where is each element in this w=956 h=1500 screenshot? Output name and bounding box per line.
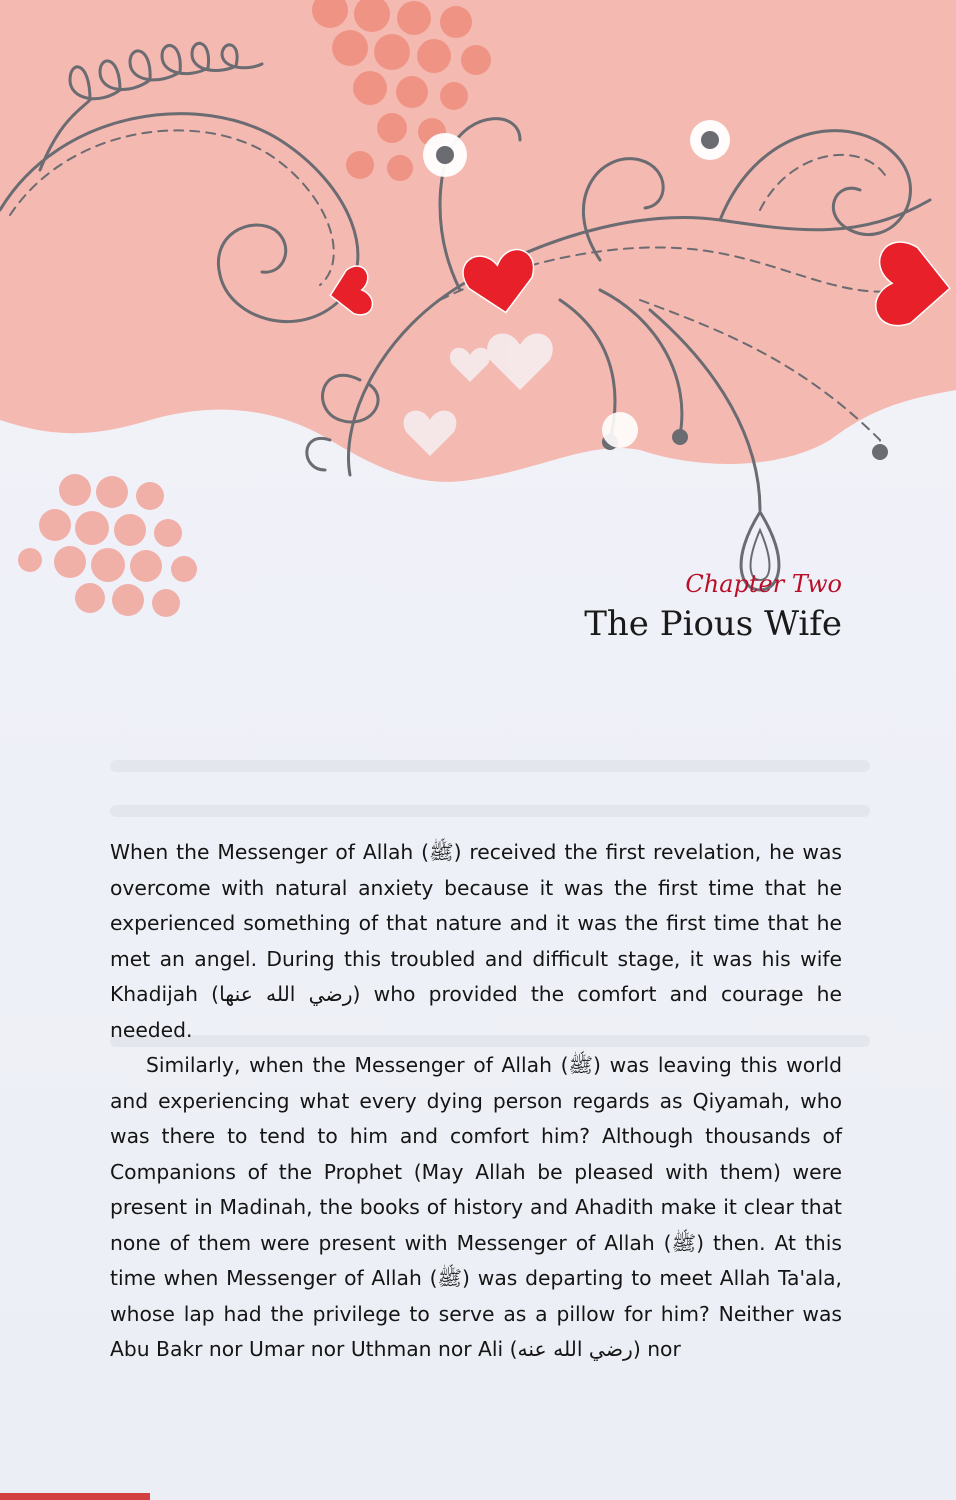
floral-ornament xyxy=(0,0,956,620)
chapter-title: The Pious Wife xyxy=(584,604,842,644)
chapter-label: Chapter Two xyxy=(685,570,842,598)
paragraph: Similarly, when the Messenger of Allah (ﷺ) was leaving this world and experiencing what every dying person regards as Qiyamah, who was there to tend to him and comfort him? Although thousands of Companions of the Prophet (May Allah be pleased with them) were present in Madinah, the books of history and Ahadith make it clear that none of them were present with Messenger of Allah (ﷺ) then. At this time when Messenger of Allah (ﷺ) was departing to meet Allah Ta'ala, whose lap had the privilege to serve as a pillow for him? Neither was Abu Bakr nor Umar nor Uthman nor Ali (رضي الله عنه) nor xyxy=(110,1053,842,1361)
body-text xyxy=(110,835,842,1368)
bleed-through-line xyxy=(110,805,870,817)
dot-cluster-left xyxy=(18,474,197,617)
lower-left-curl xyxy=(307,438,330,470)
paragraph: When the Messenger of Allah (ﷺ) received the first revelation, he was overcome with natural anxiety because it was the first time that he experienced something of that nature and it was the first time that he met an angel. During this troubled and difficult stage, it was his wife Khadijah (رضي الله عنها) who provided the comfort and courage he needed. xyxy=(110,840,842,1042)
bleed-through-line xyxy=(110,760,870,772)
page-edge-strip xyxy=(0,1493,150,1500)
